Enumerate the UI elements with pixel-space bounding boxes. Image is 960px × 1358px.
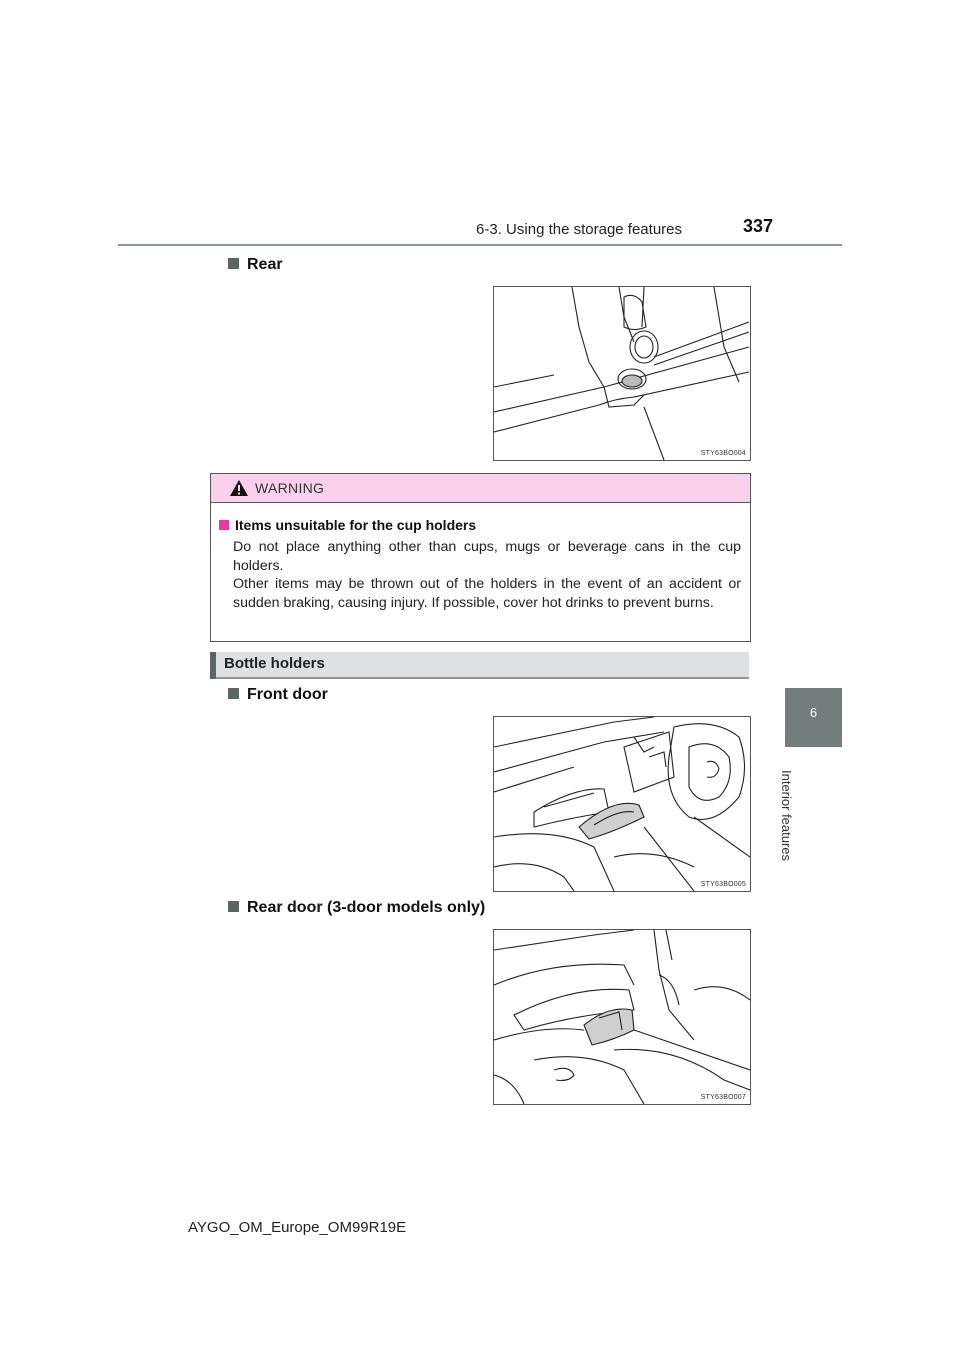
bullet-square-icon: [228, 258, 239, 269]
chapter-number: 6: [809, 705, 818, 720]
figure-code: STY63BO004: [700, 450, 746, 457]
warning-body: [211, 503, 750, 612]
chapter-label: [780, 770, 810, 890]
rear-cup-holder-illustration: [493, 286, 751, 461]
bottle-holders-section-bar: [210, 652, 749, 679]
header-divider: [118, 244, 842, 246]
chapter-label-text: Interior features: [779, 770, 794, 862]
rear-door-heading: [228, 899, 485, 917]
warning-paragraph-1: Do not place anything other than cups, mugs or beverage cans in the cup holders.: [233, 539, 741, 574]
warning-box: [210, 473, 751, 642]
front-door-bottle-holder-illustration: [493, 716, 751, 892]
warning-header: [211, 474, 750, 503]
page-number: 337: [742, 216, 773, 236]
section-bar-accent: [210, 652, 216, 679]
warning-subheading: [219, 517, 741, 533]
bullet-square-icon: [228, 688, 239, 699]
figure-code: STY63BO007: [700, 1094, 746, 1101]
front-door-heading: [228, 686, 328, 704]
section-title: 6-3. Using the storage features: [476, 221, 682, 238]
warning-triangle-icon: [229, 479, 249, 497]
document-id: AYGO_OM_Europe_OM99R19E: [188, 1219, 407, 1236]
figure-code: STY63BO005: [700, 881, 746, 888]
warning-paragraph-2: Other items may be thrown out of the holders in the event of an accident or sudden braking, causing injury. If possible, cover hot drinks to prevent burns.: [233, 576, 741, 611]
warning-title: WARNING: [255, 480, 325, 496]
bottle-holders-title: Bottle holders: [224, 655, 325, 672]
warning-subheading-text: Items unsuitable for the cup holders: [235, 517, 477, 533]
rear-heading: [228, 256, 283, 274]
front-door-heading-text: Front door: [247, 686, 328, 703]
rear-door-drawing: [494, 930, 750, 1104]
rear-door-bottle-holder-illustration: [493, 929, 751, 1105]
rear-door-heading-text: Rear door (3-door models only): [247, 899, 486, 916]
rear-heading-text: Rear: [247, 256, 283, 273]
front-door-drawing: [494, 717, 750, 891]
magenta-square-icon: [219, 520, 229, 530]
rear-cup-holder-drawing: [494, 287, 750, 460]
bullet-square-icon: [228, 901, 239, 912]
